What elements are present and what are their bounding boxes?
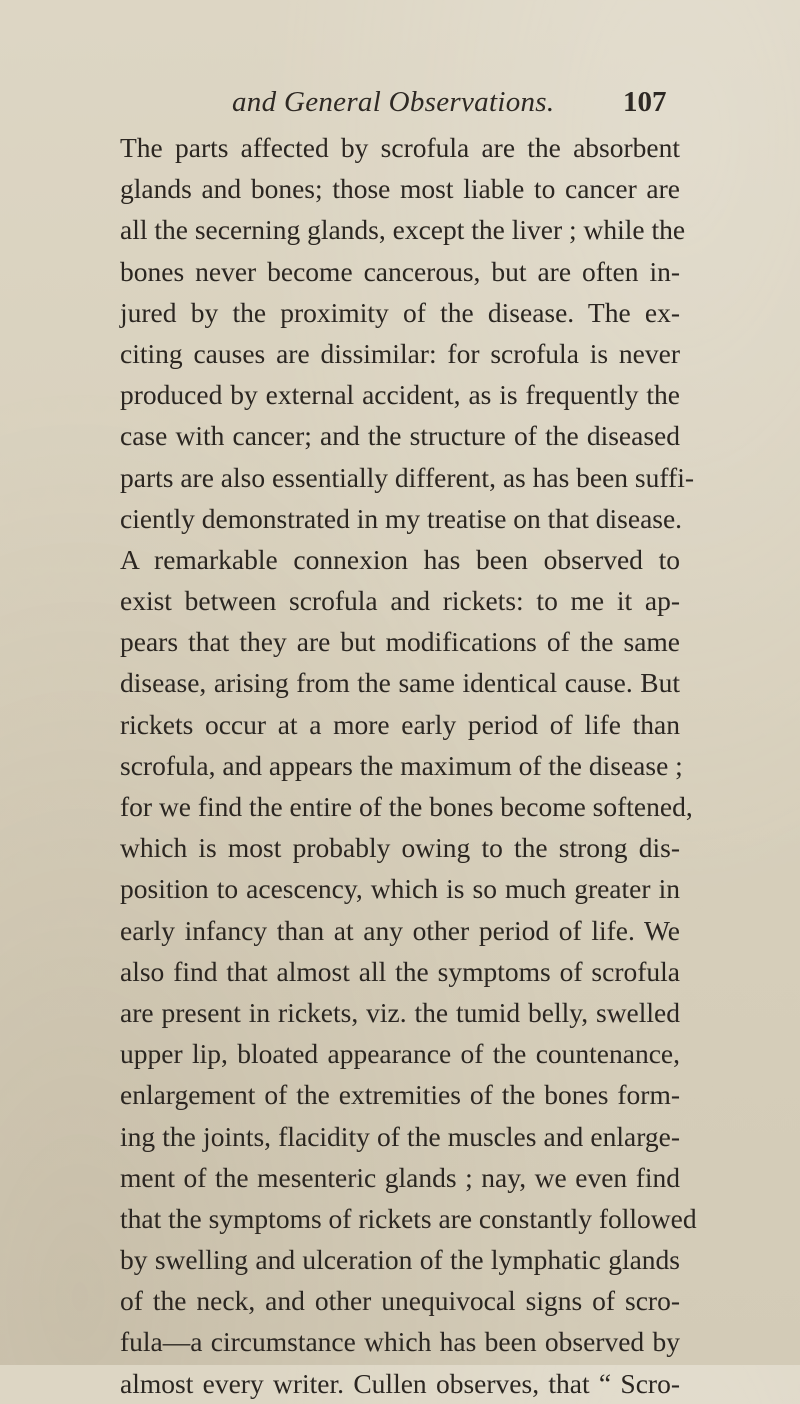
text-line-31: almost every writer. Cullen observes, that “ Scro-	[120, 1367, 680, 1399]
text-line-8: case with cancer; and the structure of the diseased	[120, 420, 680, 452]
text-line-11: A remarkable connexion has been observed to	[120, 543, 680, 575]
text-line-10: ciently demonstrated in my treatise on that disease.	[120, 502, 683, 534]
text-line-24: enlargement of the extremities of the bones form-	[120, 1079, 680, 1111]
text-line-21: also find that almost all the symptoms of scrofula	[120, 955, 680, 987]
text-line-18: which is most probably owing to the strong dis-	[120, 832, 680, 864]
text-line-17: for we find the entire of the bones become softened,	[120, 791, 693, 822]
text-line-5: jured by the proximity of the disease. The ex-	[120, 296, 680, 328]
text-line-29: of the neck, and other unequivocal signs of scro-	[120, 1285, 680, 1317]
text-line-20: early infancy than at any other period of life. We	[120, 914, 680, 946]
text-line-9: parts are also essentially different, as has been suffi-	[120, 461, 694, 493]
text-line-19: position to acescency, which is so much greater in	[120, 873, 680, 905]
text-line-3: all the secerning glands, except the liver ; while the	[120, 214, 686, 246]
text-line-13: pears that they are but modifications of the same	[120, 626, 680, 658]
text-line-6: citing causes are dissimilar: for scrofula is never	[120, 337, 680, 369]
text-line-2: glands and bones; those most liable to cancer are	[120, 173, 680, 205]
text-line-14: disease, arising from the same identical cause. But	[120, 667, 680, 699]
text-line-25: ing the joints, flacidity of the muscles and enlarge-	[120, 1120, 680, 1152]
text-line-16: scrofula, and appears the maximum of the disease ;	[120, 749, 683, 781]
text-line-30: fula—a circumstance which has been observed by	[120, 1326, 680, 1358]
text-line-4: bones never become cancerous, but are often in-	[120, 255, 680, 287]
text-line-15: rickets occur at a more early period of life than	[120, 708, 680, 740]
text-line-1: The parts affected by scrofula are the absorbent	[120, 132, 680, 163]
text-line-23: upper lip, bloated appearance of the countenance,	[120, 1038, 680, 1070]
running-head	[0, 86, 800, 132]
text-line-7: produced by external accident, as is frequently the	[120, 379, 680, 411]
text-line-26: ment of the mesenteric glands ; nay, we even find	[120, 1161, 680, 1193]
text-line-27: that the symptoms of rickets are constantly followed	[120, 1202, 697, 1234]
page-number: 107	[623, 86, 667, 118]
text-line-12: exist between scrofula and rickets: to me it ap-	[120, 585, 680, 617]
running-title: and General Observations.	[232, 86, 555, 118]
body-text	[120, 127, 697, 1404]
text-line-22: are present in rickets, viz. the tumid belly, swelled	[120, 996, 680, 1028]
text-line-28: by swelling and ulceration of the lymphatic glands	[120, 1244, 680, 1276]
